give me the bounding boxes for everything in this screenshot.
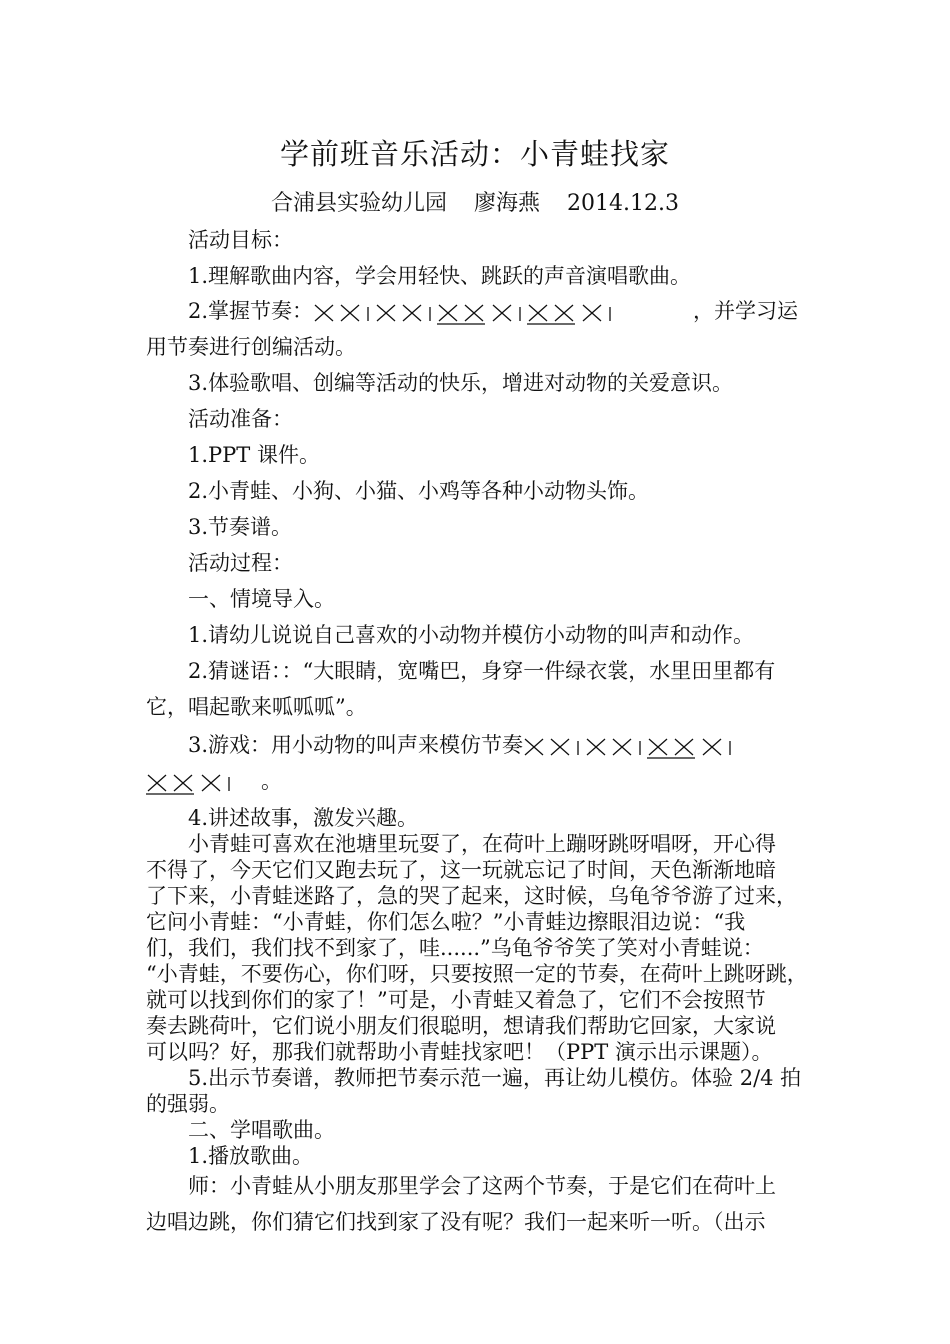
goal-2 (188, 297, 798, 327)
story-line: 奏去跳荷叶，它们说小朋友们很聪明，想请我们帮助它回家，大家说 (146, 1014, 776, 1038)
goal-3: 3.体验歌唱、创编等活动的快乐，增进对动物的关爱意识。 (188, 371, 734, 395)
step-3-label: 3.游戏：用小动物的叫声来模仿节奏 (188, 733, 524, 757)
prep-1: 1.PPT 课件。 (188, 443, 320, 467)
teacher-name: 廖海燕 (474, 191, 541, 216)
step-5: 5.出示节奏谱，教师把节奏示范一遍，再让幼儿模仿。体验 2/4 拍 (188, 1066, 802, 1090)
prep-3: 3.节奏谱。 (188, 515, 293, 539)
document-subtitle (0, 186, 950, 217)
goal-2-label: 2.掌握节奏： (188, 299, 314, 323)
story-line: 可以吗？好，那我们就帮助小青蛙找家吧！（PPT 演示出示课题）。 (146, 1040, 773, 1064)
teacher-dialogue-continued: 边唱边跳，你们猜它们找到家了没有呢？我们一起来听一听。（出示 (146, 1210, 766, 1234)
document-title: 学前班音乐活动：小青蛙找家 (279, 137, 670, 171)
step-5-continued: 的强弱。 (146, 1092, 230, 1116)
step-4: 4.讲述故事，激发兴趣。 (188, 806, 419, 830)
step-2-continued: 它，唱起歌来呱呱呱”。 (146, 695, 367, 719)
step-1: 1.请幼儿说说自己喜欢的小动物并模仿小动物的叫声和动作。 (188, 623, 755, 647)
story-line: 了下来，小青蛙迷路了，急的哭了起来，这时候，乌龟爷爷游了过来， (146, 884, 797, 908)
story-line: 就可以找到你们的家了！”可是，小青蛙又着急了，它们不会按照节 (146, 988, 766, 1012)
heading-process: 活动过程： (188, 551, 293, 575)
rhythm-notation-game-tail (146, 769, 261, 797)
section-2-heading: 二、学唱歌曲。 (188, 1118, 335, 1142)
school-name: 合浦县实验幼儿园 (271, 191, 448, 216)
story-line: 小青蛙可喜欢在池塘里玩耍了，在荷叶上蹦呀跳呀唱呀，开心得 (188, 832, 776, 856)
step-2: 2.猜谜语：：“大眼睛，宽嘴巴，身穿一件绿衣裳，水里田里都有 (188, 659, 776, 683)
prep-2: 2.小青蛙、小狗、小猫、小鸡等各种小动物头饰。 (188, 479, 650, 503)
rhythm-notation-game (523, 733, 793, 761)
section-2-step-1: 1.播放歌曲。 (188, 1144, 314, 1168)
goal-1: 1.理解歌曲内容，学会用轻快、跳跃的声音演唱歌曲。 (188, 264, 692, 288)
story-line: “小青蛙，不要伤心，你们呀，只要按照一定的节奏，在荷叶上跳呀跳， (146, 962, 808, 986)
heading-goals: 活动目标： (188, 228, 293, 252)
goal-2-continued: 用节奏进行创编活动。 (146, 335, 356, 359)
teacher-dialogue: 师：小青蛙从小朋友那里学会了这两个节奏，于是它们在荷叶上 (188, 1174, 776, 1198)
story-line: 不得了，今天它们又跑去玩了，这一玩就忘记了时间，天色渐渐地暗 (146, 858, 776, 882)
story-line: 它问小青蛙：“小青蛙，你们怎么啦？”小青蛙边擦眼泪边说：“我 (146, 910, 746, 934)
heading-preparation: 活动准备： (188, 407, 293, 431)
rhythm-notation (313, 299, 693, 327)
step-3 (188, 731, 793, 761)
story-line: 们，我们，我们找不到家了，哇......”乌龟爷爷笑了笑对小青蛙说： (146, 936, 764, 960)
document-date: 2014.12.3 (567, 191, 679, 216)
section-1-heading: 一、情境导入。 (188, 587, 335, 611)
step-3-continued (146, 767, 282, 797)
goal-2-tail: ，并学习运 (693, 299, 799, 323)
step-3-end: 。 (261, 769, 282, 793)
